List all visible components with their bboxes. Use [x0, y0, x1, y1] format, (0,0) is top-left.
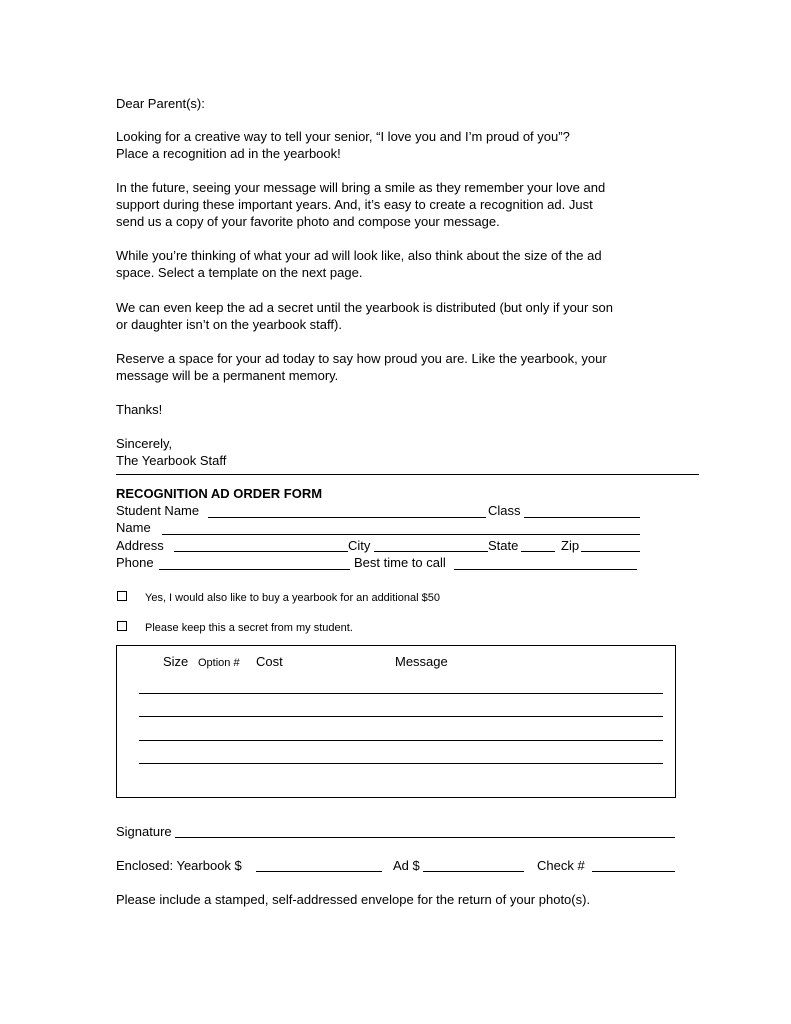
state-field[interactable] — [521, 551, 555, 552]
enclosed-yearbook-label: Enclosed: Yearbook $ — [116, 858, 242, 873]
check-number-field[interactable] — [592, 871, 675, 872]
paragraph-1-line-2: Place a recognition ad in the yearbook! — [116, 146, 341, 161]
paragraph-4-line-1: We can even keep the ad a secret until the yearbook is distributed (but only if your son — [116, 300, 613, 315]
paragraph-2-line-1: In the future, seeing your message will bring a smile as they remember your love and — [116, 180, 606, 195]
paragraph-1-line-1: Looking for a creative way to tell your senior, “I love you and I’m proud of you”? — [116, 129, 570, 144]
zip-label: Zip — [561, 538, 580, 553]
message-line[interactable] — [139, 716, 663, 717]
ad-amount-label: Ad $ — [393, 858, 420, 873]
paragraph-2-line-2: support during these important years. And, it’s easy to create a recognition ad. Just — [116, 197, 593, 212]
signer: The Yearbook Staff — [116, 453, 227, 468]
ad-amount-field[interactable] — [423, 871, 524, 872]
city-label: City — [348, 538, 371, 553]
paragraph-4-line-2: or daughter isn’t on the yearbook staff). — [116, 317, 342, 332]
secret-checkbox-label: Please keep this a secret from my student. — [145, 622, 353, 634]
check-number-label: Check # — [537, 858, 585, 873]
name-field[interactable] — [162, 534, 640, 535]
signature-label: Signature — [116, 824, 172, 839]
state-label: State — [488, 538, 519, 553]
secret-checkbox[interactable] — [117, 621, 127, 631]
message-line[interactable] — [139, 740, 663, 741]
divider — [116, 474, 699, 475]
address-label: Address — [116, 538, 164, 553]
message-line[interactable] — [139, 693, 663, 694]
message-line[interactable] — [139, 763, 663, 764]
best-time-field[interactable] — [454, 569, 637, 570]
paragraph-2-line-3: send us a copy of your favorite photo and compose your message. — [116, 214, 500, 229]
message-header: Message — [395, 654, 448, 669]
name-label: Name — [116, 520, 151, 535]
best-time-label: Best time to call — [354, 555, 446, 570]
address-field[interactable] — [174, 551, 348, 552]
closing: Sincerely, — [116, 436, 173, 451]
paragraph-3-line-2: space. Select a template on the next page. — [116, 265, 363, 280]
paragraph-3-line-1: While you’re thinking of what your ad will look like, also think about the size of the ad — [116, 248, 602, 263]
paragraph-5-line-1: Reserve a space for your ad today to say how proud you are. Like the yearbook, your — [116, 351, 607, 366]
phone-field[interactable] — [159, 569, 350, 570]
salutation: Dear Parent(s): — [116, 96, 205, 111]
size-header: Size — [163, 654, 189, 669]
yearbook-checkbox[interactable] — [117, 591, 127, 601]
form-title: RECOGNITION AD ORDER FORM — [116, 486, 323, 501]
option-header: Option # — [198, 657, 240, 669]
thanks: Thanks! — [116, 402, 163, 417]
paragraph-5-line-2: message will be a permanent memory. — [116, 368, 339, 383]
enclosed-yearbook-field[interactable] — [256, 871, 382, 872]
phone-label: Phone — [116, 555, 154, 570]
student-name-label: Student Name — [116, 503, 200, 518]
student-name-field[interactable] — [208, 517, 486, 518]
zip-field[interactable] — [581, 551, 640, 552]
footer-note: Please include a stamped, self-addressed envelope for the return of your photo(s). — [116, 892, 591, 907]
city-field[interactable] — [374, 551, 488, 552]
class-label: Class — [488, 503, 521, 518]
cost-header: Cost — [256, 654, 283, 669]
class-field[interactable] — [524, 517, 640, 518]
signature-field[interactable] — [175, 837, 675, 838]
yearbook-checkbox-label: Yes, I would also like to buy a yearbook for an additional $50 — [145, 592, 440, 604]
